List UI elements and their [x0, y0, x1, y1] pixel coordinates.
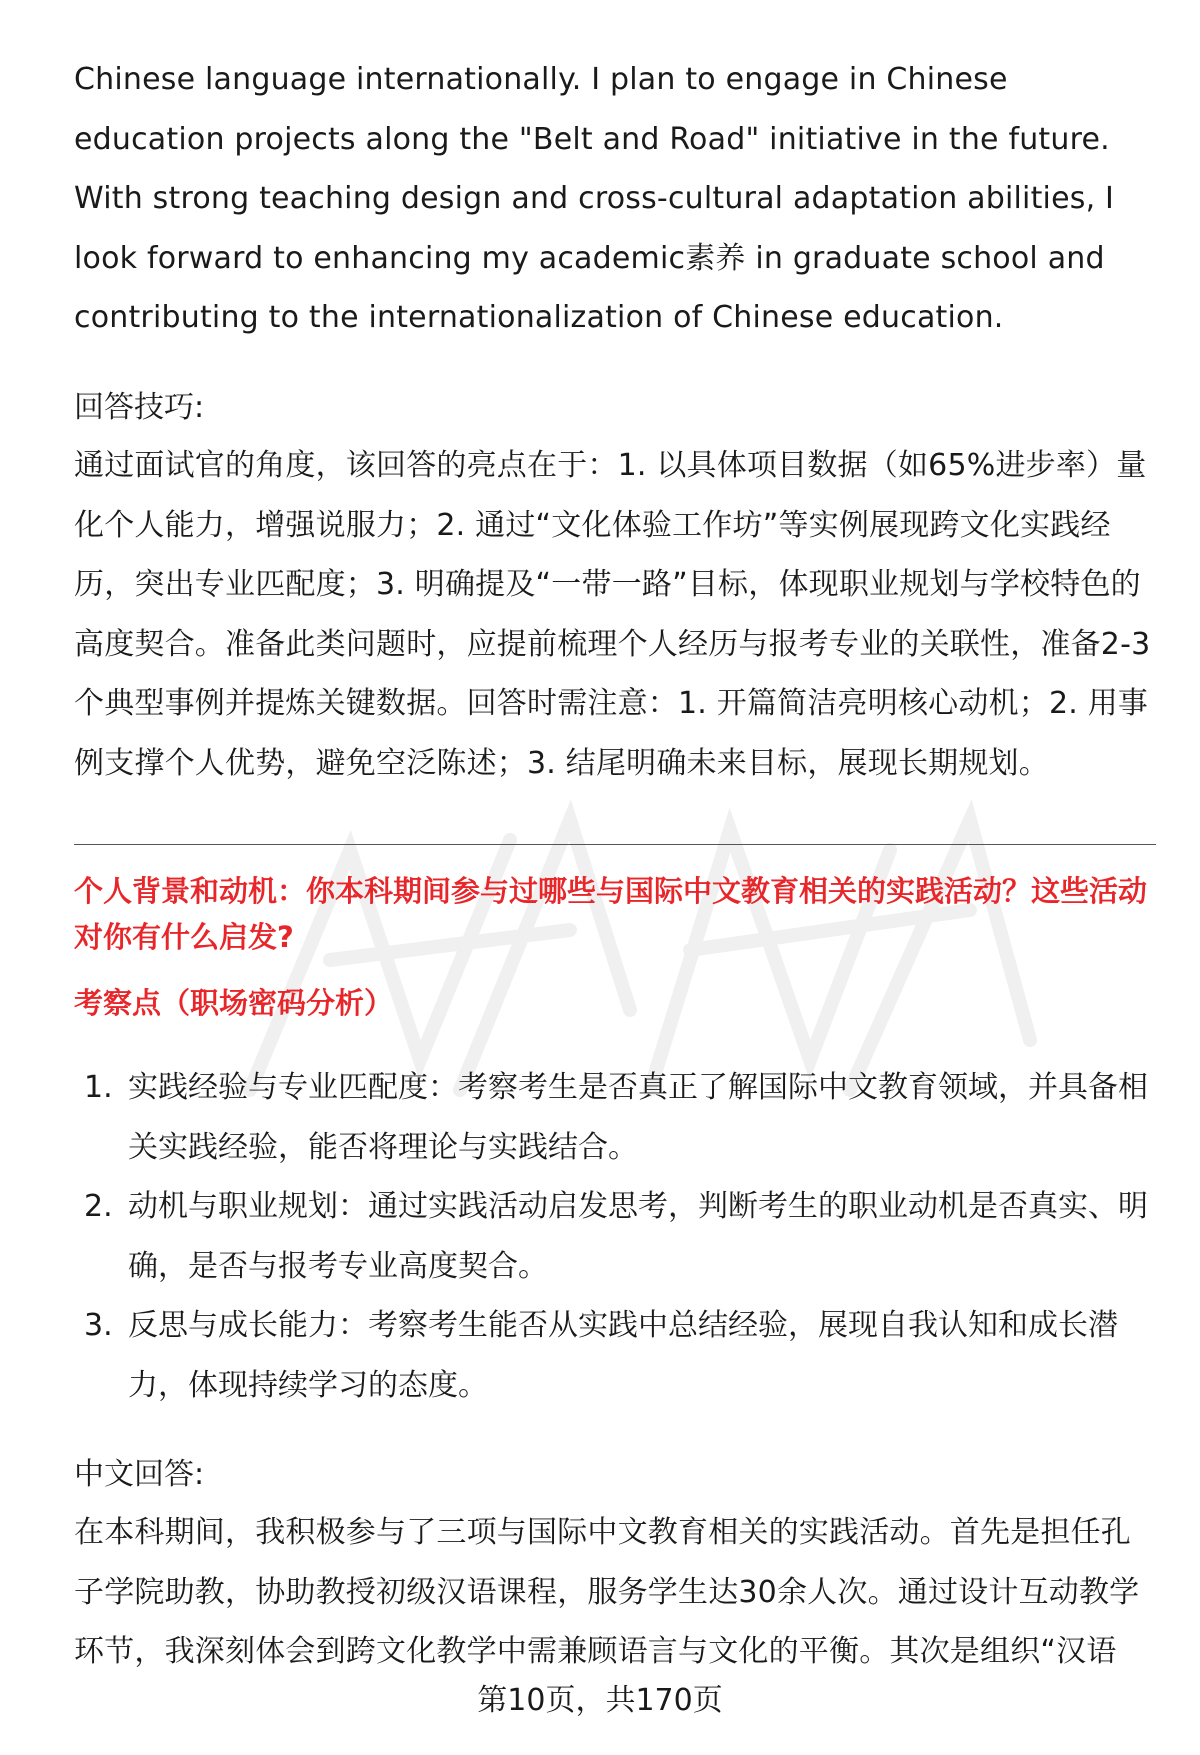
tips-label: 回答技巧: [74, 390, 205, 425]
focus-item-number: 1. [84, 1070, 113, 1105]
focus-list [74, 1058, 1154, 1415]
answer-section [74, 1503, 1154, 1683]
answer-paragraph: 在本科期间，我积极参与了三项与国际中文教育相关的实践活动。首先是担任孔子学院助教，协助教授初级汉语课程，服务学生达30余人次。通过设计互动教学环节，我深刻体会到跨文化教学中需兼顾语言与文化的平衡。其次是组织“汉语 [74, 1515, 1140, 1669]
intro-section [74, 50, 1154, 348]
focus-item-text: 实践经验与专业匹配度：考察考生是否真正了解国际中文教育领域，并具备相关实践经验，能否将理论与实践结合。 [128, 1070, 1148, 1165]
tips-section [74, 436, 1154, 793]
focus-item-text: 动机与职业规划：通过实践活动启发思考，判断考生的职业动机是否真实、明确，是否与报考专业高度契合。 [128, 1189, 1148, 1284]
focus-item-number: 2. [84, 1189, 113, 1224]
intro-paragraph: Chinese language internationally. I plan to engage in Chinese education projects along the "Belt and Road" initiative in the future. With strong teaching design and cross-cultural adaptation abilities, I look forward to enhancing my academic素养 in graduate school and contributing to the internationalization of Chinese education. [74, 62, 1115, 335]
page-number: 第10页，共170页 [477, 1683, 723, 1718]
answer-label: 中文回答: [74, 1457, 205, 1492]
focus-item [74, 1296, 1154, 1415]
focus-item-number: 3. [84, 1308, 113, 1343]
tips-paragraph: 通过面试官的角度，该回答的亮点在于：1. 以具体项目数据（如65%进步率）量化个人能力，增强说服力；2. 通过“文化体验工作坊”等实例展现跨文化实践经历，突出专业匹配度；3. 明确提及“一带一路”目标，体现职业规划与学校特色的高度契合。准备此类问题时，应提前梳理个人经历与报考专业的关联性，准备2-3个典型事例并提炼关键数据。回答时需注意：1. 开篇简洁亮明核心动机；2. 用事例支撑个人优势，避免空泛陈述；3. 结尾明确未来目标，展现长期规划。 [74, 448, 1151, 781]
question-heading: 个人背景和动机：你本科期间参与过哪些与国际中文教育相关的实践活动？这些活动对你有什么启发? [74, 874, 1148, 954]
focus-heading: 考察点（职场密码分析） [74, 986, 394, 1020]
focus-item-text: 反思与成长能力：考察考生能否从实践中总结经验，展现自我认知和成长潜力，体现持续学习的态度。 [128, 1308, 1118, 1403]
section-divider [74, 844, 1156, 845]
focus-item [74, 1058, 1154, 1177]
focus-item [74, 1177, 1154, 1296]
